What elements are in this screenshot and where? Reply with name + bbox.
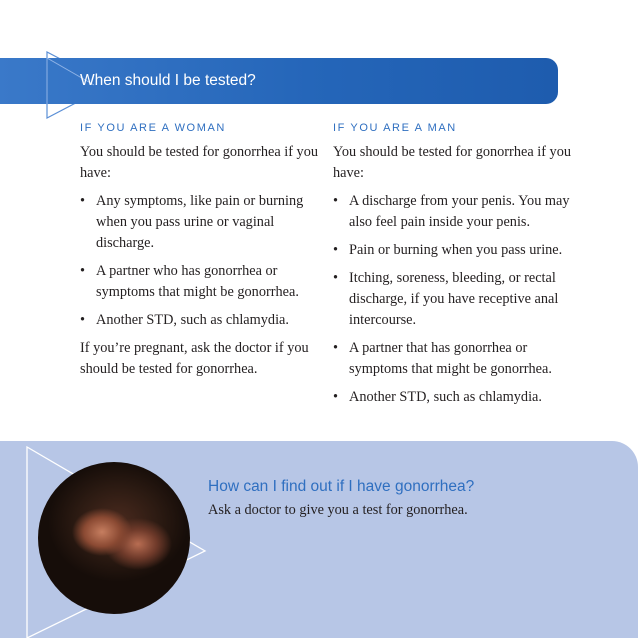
bullet-icon: • [80, 263, 86, 279]
women-intro: You should be tested for gonorrhea if you have: [80, 144, 318, 181]
bullet-icon: • [333, 270, 339, 286]
list-item: • Pain or burning when you pass urine. [333, 240, 578, 261]
women-bullet-list [80, 191, 325, 331]
panel-title: How can I find out if I have gonorrhea? [208, 478, 475, 495]
couple-photo [38, 462, 190, 614]
list-item: • A partner who has gonorrhea or symptoms that might be gonorrhea. [80, 263, 299, 300]
pregnancy-note: If you’re pregnant, ask the doctor if you should be tested for gonorrhea. [80, 340, 309, 377]
bullet-icon: • [333, 242, 339, 258]
women-heading: IF YOU ARE A WOMAN [80, 122, 226, 134]
men-bullet-list [333, 191, 578, 408]
list-item: • Another STD, such as chlamydia. [333, 387, 578, 408]
list-item: • Itching, soreness, bleeding, or rectal discharge, if you have receptive anal intercourse. [333, 270, 559, 328]
list-item: • Another STD, such as chlamydia. [80, 310, 325, 331]
men-column [333, 120, 578, 415]
bullet-icon: • [80, 193, 86, 209]
bullet-icon: • [333, 340, 339, 356]
women-column [80, 120, 325, 380]
list-item: • Any symptoms, like pain or burning when you pass urine or vaginal discharge. [80, 193, 304, 251]
bullet-icon: • [80, 312, 86, 328]
panel-text: Ask a doctor to give you a test for gonorrhea. [208, 502, 468, 518]
section-title: When should I be tested? [80, 72, 256, 89]
men-intro: You should be tested for gonorrhea if you have: [333, 144, 571, 181]
men-heading: IF YOU ARE A MAN [333, 122, 457, 134]
bullet-icon: • [333, 389, 339, 405]
list-item: • A partner that has gonorrhea or symptoms that might be gonorrhea. [333, 340, 552, 377]
bullet-icon: • [333, 193, 339, 209]
list-item: • A discharge from your penis. You may also feel pain inside your penis. [333, 193, 570, 230]
